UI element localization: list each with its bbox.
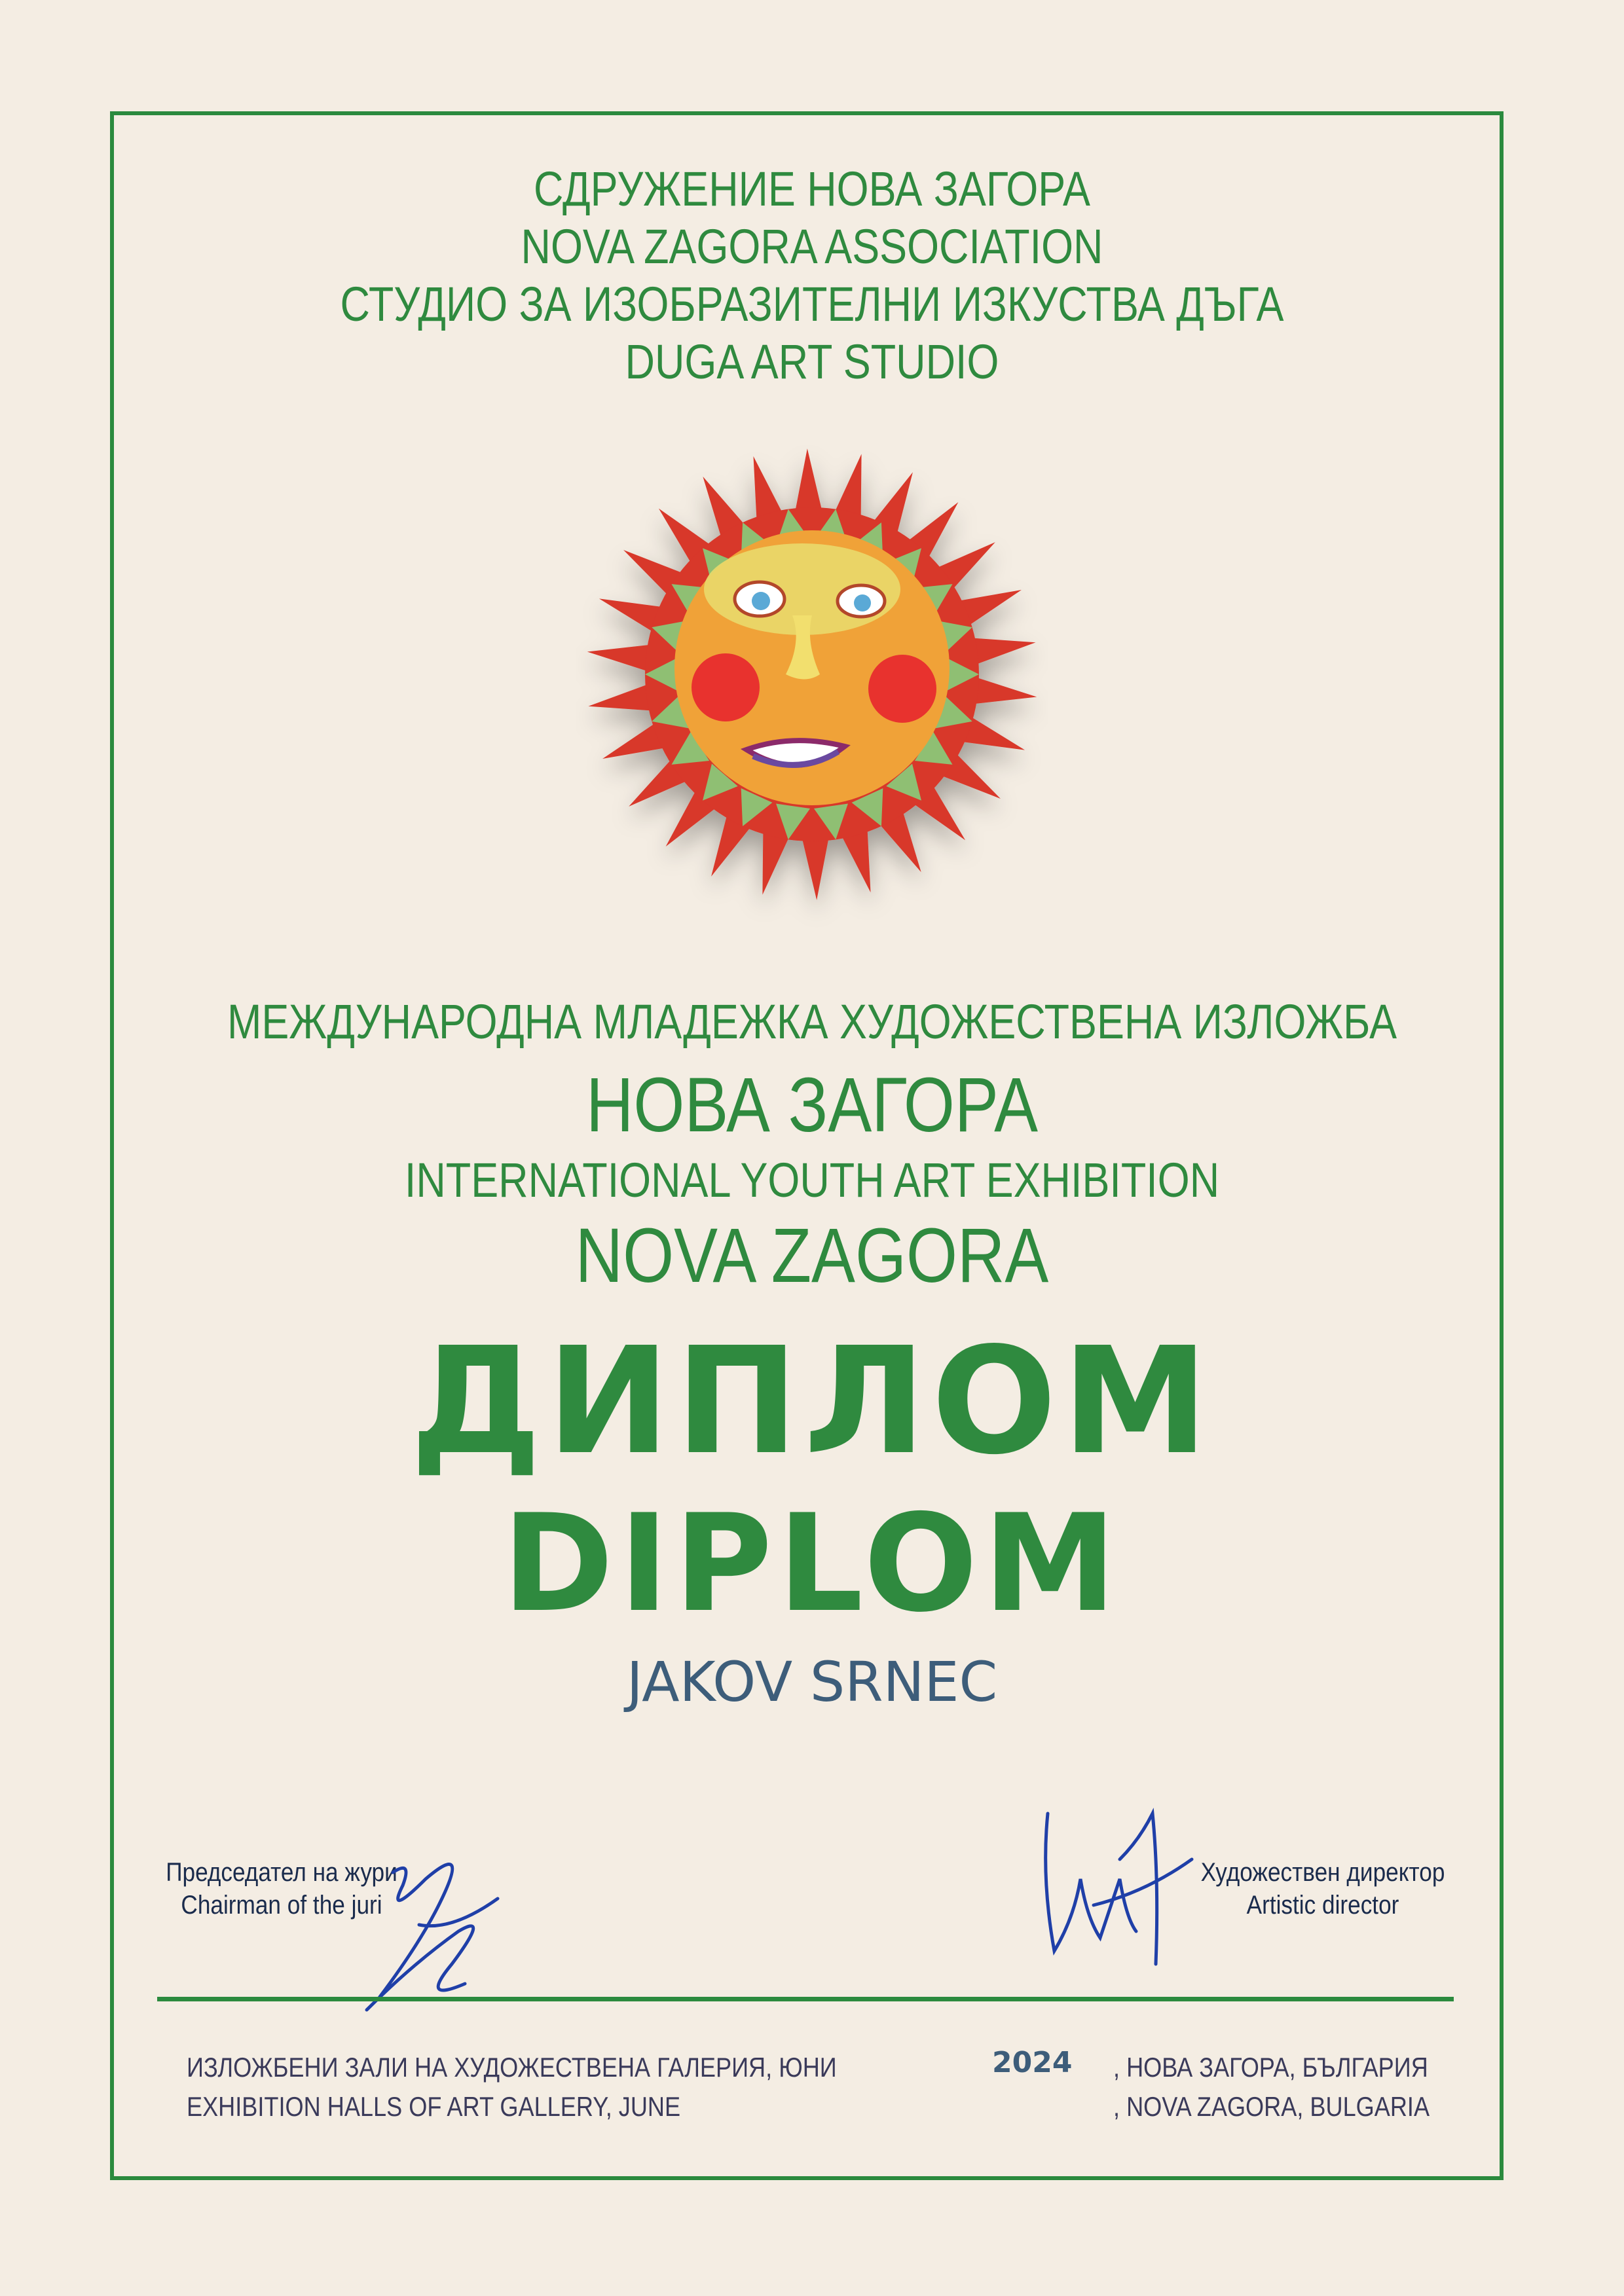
exhibition-city-en: NOVA ZAGORA	[575, 1212, 1049, 1299]
chairman-label-en: Chairman of the juri	[181, 1891, 382, 1920]
director-label-en: Artistic director	[1246, 1891, 1399, 1920]
director-label-bg: Художествен директор	[1200, 1858, 1445, 1887]
exhibition-title-bg: МЕЖДУНАРОДНА МЛАДЕЖКА ХУДОЖЕСТВЕНА ИЗЛОЖБА	[227, 994, 1397, 1049]
chairman-signature	[341, 1833, 511, 2023]
exhibition-title-en: INTERNATIONAL YOUTH ART EXHIBITION	[404, 1153, 1220, 1207]
footer-venue-bg: ИЗЛОЖБЕНИ ЗАЛИ НА ХУДОЖЕСТВЕНА ГАЛЕРИЯ, ЮНИ	[187, 2052, 837, 2083]
diploma-title-en: DIPLOM	[502, 1486, 1122, 1642]
footer-venue-en: EXHIBITION HALLS OF ART GALLERY, JUNE	[187, 2091, 681, 2122]
footer-location-bg: , НОВА ЗАГОРА, БЪЛГАРИЯ	[1113, 2052, 1428, 2083]
recipient-name: JAKOV SRNEC	[626, 1650, 998, 1714]
header-line-bg-studio: СТУДИО ЗА ИЗОБРАЗИТЕЛНИ ИЗКУСТВА ДЪГА	[340, 277, 1284, 331]
sun-face-icon	[576, 426, 1048, 936]
header-line-en-studio: DUGA ART STUDIO	[625, 335, 999, 389]
diploma-title-bg: ДИПЛОМ	[410, 1316, 1214, 1487]
header-line-bg-association: СДРУЖЕНИЕ НОВА ЗАГОРА	[533, 162, 1090, 216]
footer-divider	[157, 1997, 1454, 2001]
header-line-en-association: NOVA ZAGORA ASSOCIATION	[521, 219, 1103, 274]
footer-location-en: , NOVA ZAGORA, BULGARIA	[1113, 2091, 1430, 2122]
director-signature	[1028, 1800, 1198, 1971]
exhibition-city-bg: НОВА ЗАГОРА	[585, 1062, 1039, 1148]
chairman-label-bg: Председател на жури	[166, 1858, 397, 1887]
footer-year: 2024	[992, 2046, 1073, 2079]
director-label	[1190, 1856, 1456, 1922]
